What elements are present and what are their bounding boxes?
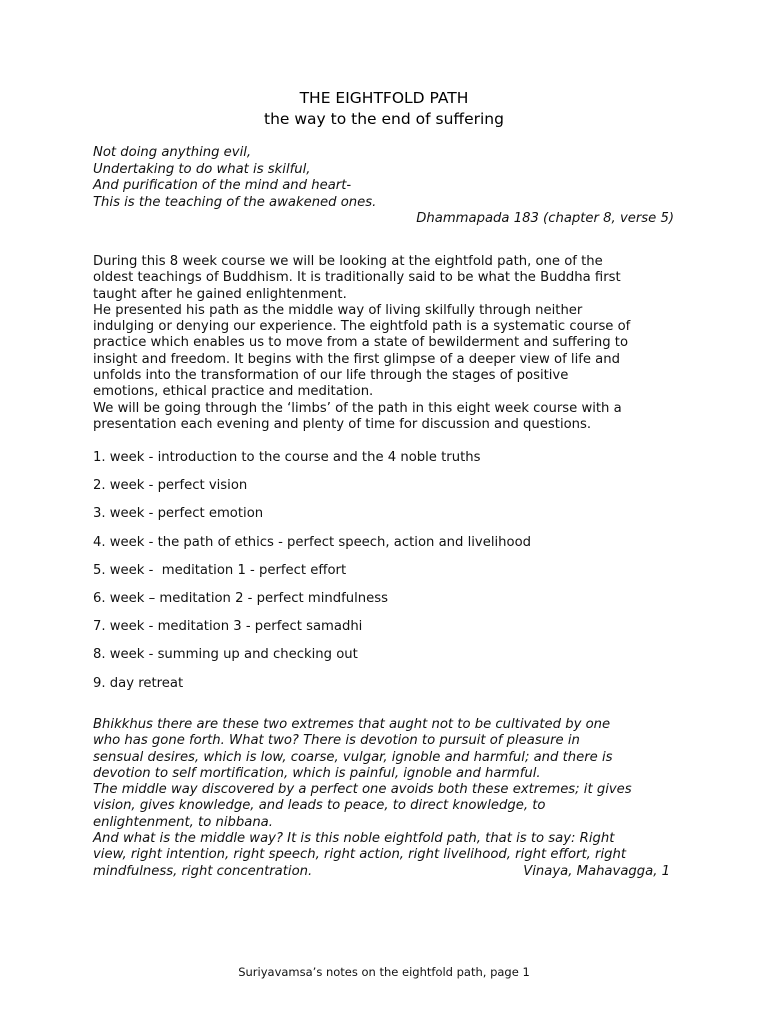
quote-line: vision, gives knowledge, and leads to peace, to direct knowledge, to [93,798,546,814]
intro-line: emotions, ethical practice and meditation. [93,384,374,400]
page-title: THE EIGHTFOLD PATH [299,89,469,107]
closing-quote [93,717,683,880]
intro-line: We will be going through the ‘limbs’ of the path in this eight week course with a [93,400,622,416]
verse-line: Not doing anything evil, [93,145,252,160]
intro-line: He presented his path as the middle way of living skilfully through neither [93,302,583,318]
intro-line: oldest teachings of Buddhism. It is traditionally said to be what the Buddha first [93,270,621,286]
quote-line: enlightenment, to nibbana. [93,814,273,830]
intro-line: unfolds into the transformation of our life through the stages of positive [93,368,569,384]
quote-line: The middle way discovered by a perfect one avoids both these extremes; it gives [93,782,632,798]
verse-line: Undertaking to do what is skilful, [93,161,311,177]
quote-line: Bhikkhus there are these two extremes that aught not to be cultivated by one [93,717,611,732]
schedule-item: 9. day retreat [93,675,184,691]
verse-line: This is the teaching of the awakened ones. [93,194,377,210]
quote-line: mindfulness, right concentration. [93,863,313,879]
page-subtitle: the way to the end of suffering [264,110,504,128]
schedule-item: 2. week - perfect vision [93,478,248,494]
intro-line: practice which enables us to move from a state of bewilderment and suffering to [93,335,629,351]
quote-last-line [93,864,683,880]
intro-line: taught after he gained enlightenment. [93,286,347,302]
quote-citation: Vinaya, Mahavagga, 1 [523,863,670,879]
intro-line: indulging or denying our experience. The eightfold path is a systematic course of [93,319,631,335]
intro-paragraph [93,254,683,433]
quote-line: devotion to self mortification, which is painful, ignoble and harmful. [93,765,541,781]
schedule-item: 5. week - meditation 1 - perfect effort [93,562,347,578]
schedule-item: 6. week – meditation 2 - perfect mindfulness [93,590,389,606]
page-footer: Suriyavamsa’s notes on the eightfold path, page 1 [238,965,530,979]
schedule-item: 1. week - introduction to the course and the 4 noble truths [93,450,481,465]
quote-line: view, right intention, right speech, right action, right livelihood, right effort, right [93,847,627,863]
quote-line: sensual desires, which is low, coarse, vulgar, ignoble and harmful; and there is [93,749,613,765]
schedule-item: 4. week - the path of ethics - perfect speech, action and livelihood [93,534,532,550]
verse-line: And purification of the mind and heart- [93,178,352,193]
intro-line: During this 8 week course we will be looking at the eightfold path, one of the [93,254,603,269]
schedule-item: 8. week - summing up and checking out [93,647,358,663]
course-schedule-list [93,450,683,704]
verse-citation: Dhammapada 183 (chapter 8, verse 5) [416,211,674,226]
intro-line: presentation each evening and plenty of time for discussion and questions. [93,416,592,432]
opening-verse [93,145,683,228]
intro-line: insight and freedom. It begins with the first glimpse of a deeper view of life and [93,351,620,367]
schedule-item: 7. week - meditation 3 - perfect samadhi [93,619,363,635]
quote-line: who has gone forth. What two? There is devotion to pursuit of pleasure in [93,733,580,749]
quote-line: And what is the middle way? It is this noble eightfold path, that is to say: Right [93,831,615,847]
schedule-item: 3. week - perfect emotion [93,506,264,522]
